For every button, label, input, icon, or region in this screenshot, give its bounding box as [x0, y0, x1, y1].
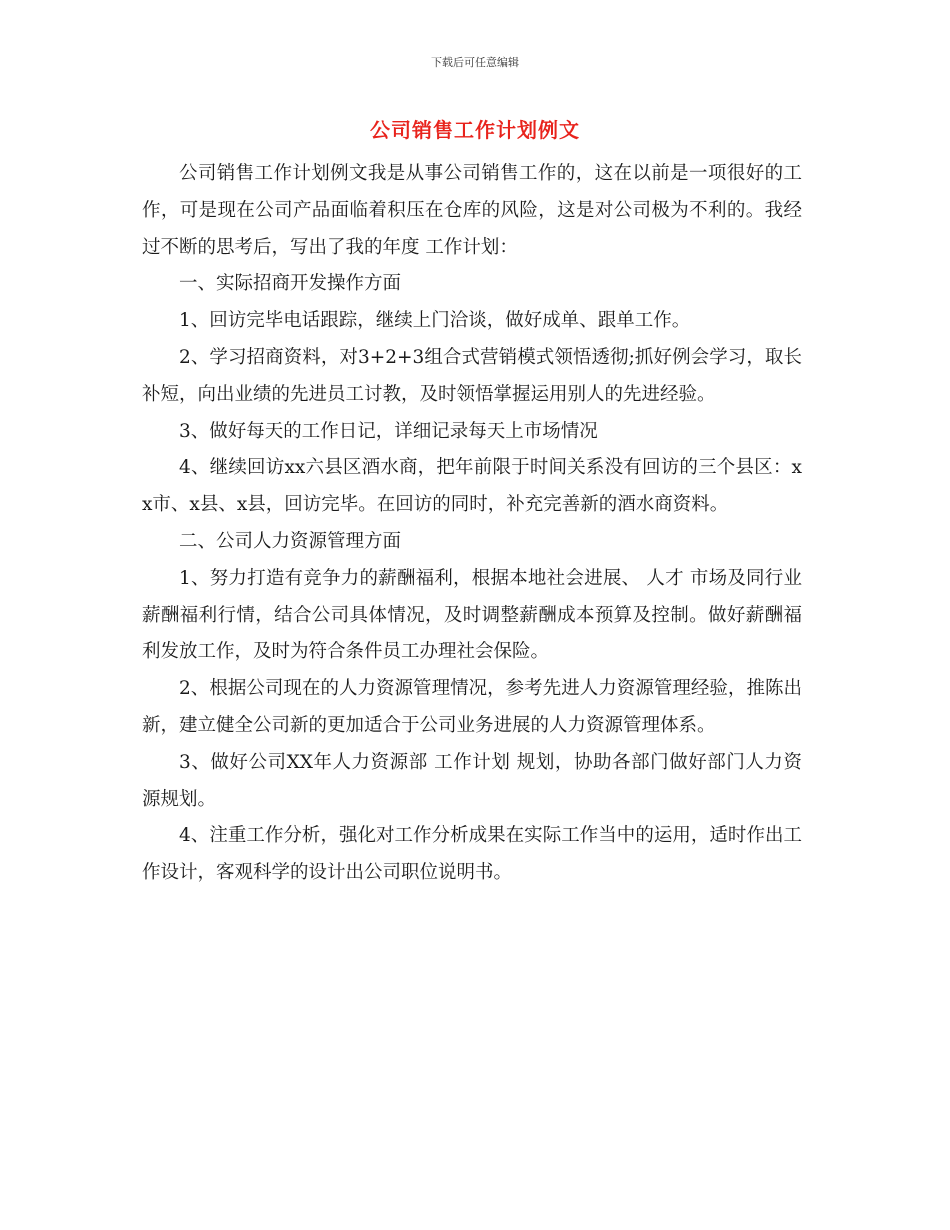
- paragraph-intro: 公司销售工作计划例文我是从事公司销售工作的，这在以前是一项很好的工作，可是现在公司产品面临着积压在仓库的风险，这是对公司极为不利的。我经过不断的思考后，写出了我的年度 工作计划：: [142, 163, 802, 258]
- header-note: 下载后可任意编辑: [431, 56, 519, 69]
- section-heading-1: 一、实际招商开发操作方面: [179, 273, 402, 295]
- section-heading-2: 二、公司人力资源管理方面: [179, 530, 402, 552]
- paragraph: 3、做好每天的工作日记，详细记录每天上市场情况: [179, 420, 598, 442]
- paragraph: 3、做好公司XX年人力资源部 工作计划 规划，协助各部门做好部门人力资源规划。: [142, 751, 802, 810]
- document-title: 公司销售工作计划例文: [370, 118, 580, 142]
- paragraph: 2、根据公司现在的人力资源管理情况，参考先进人力资源管理经验，推陈出新，建立健全公司新的更加适合于公司业务进展的人力资源管理体系。: [142, 678, 802, 736]
- paragraph: 1、努力打造有竞争力的薪酬福利，根据本地社会进展、 人才 市场及同行业薪酬福利行情，结合公司具体情况，及时调整薪酬成本预算及控制。做好薪酬福利发放工作，及时为符合条件员工办理社会保险。: [142, 567, 802, 663]
- paragraph: 1、回访完毕电话跟踪，继续上门洽谈，做好成单、跟单工作。: [179, 310, 691, 332]
- paragraph: 2、学习招商资料，对3+2+3组合式营销模式领悟透彻;抓好例会学习，取长补短，向出业绩的先进员工讨教，及时领悟掌握运用别人的先进经验。: [142, 346, 802, 405]
- document-body: [142, 156, 802, 892]
- paragraph: 4、注重工作分析，强化对工作分析成果在实际工作当中的运用，适时作出工作设计，客观科学的设计出公司职位说明书。: [142, 825, 802, 884]
- paragraph: 4、继续回访xx六县区酒水商，把年前限于时间关系没有回访的三个县区：xx市、x县、x县，回访完毕。在回访的同时，补充完善新的酒水商资料。: [142, 457, 802, 516]
